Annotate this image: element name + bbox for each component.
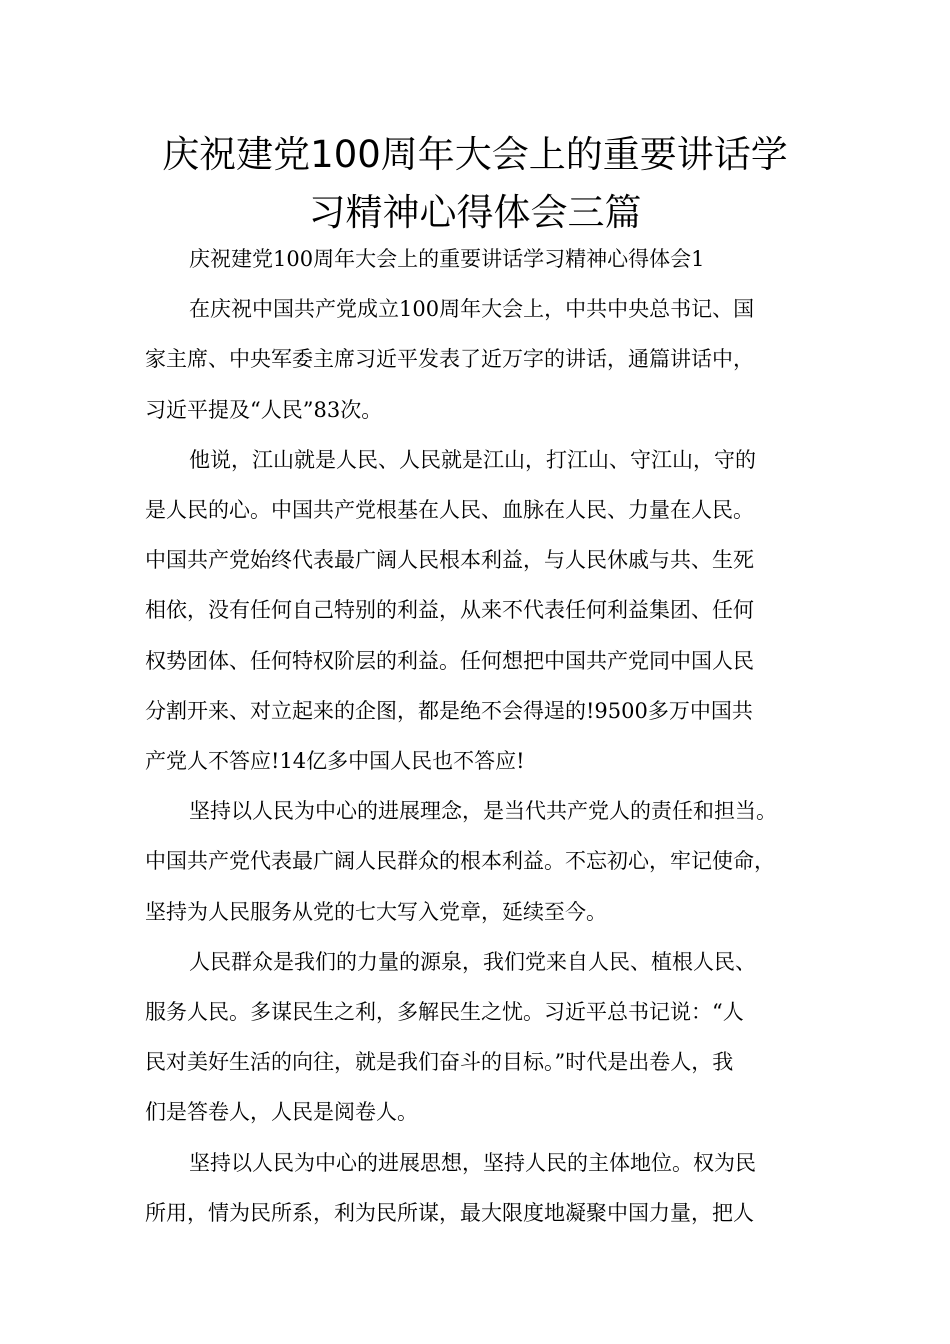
text-line: 他说，江山就是人民、人民就是江山，打江山、守江山，守的 [189, 447, 756, 472]
paragraph-2 [145, 435, 813, 786]
paragraph-1 [145, 284, 813, 435]
text-line: 人民群众是我们的力量的源泉，我们党来自人民、植根人民、 [189, 949, 756, 974]
text-line: 坚持为人民服务从党的七大写入党章，延续至今。 [145, 899, 607, 924]
title-line-2: 习精神心得体会三篇 [308, 191, 642, 234]
text-line: 习近平提及“人民”83次。 [145, 397, 383, 422]
section-heading: 庆祝建党100周年大会上的重要讲话学习精神心得体会1 [189, 247, 705, 271]
text-line: 分割开来、对立起来的企图，都是绝不会得逞的!9500多万中国共 [145, 698, 753, 723]
text-line: 坚持以人民为中心的进展理念，是当代共产党人的责任和担当。 [189, 799, 777, 824]
text-line: 权势团体、任何特权阶层的利益。任何想把中国共产党同中国人民 [145, 648, 754, 673]
paragraph-5 [145, 1138, 813, 1238]
text-line: 中国共产党始终代表最广阔人民根本利益，与人民休戚与共、生死 [145, 548, 754, 573]
text-line: 所用，情为民所系，利为民所谋，最大限度地凝聚中国力量，把人 [145, 1200, 754, 1225]
text-line: 们是答卷人，人民是阅卷人。 [145, 1100, 418, 1125]
paragraph-3 [145, 786, 813, 937]
title-line-1: 庆祝建党100周年大会上的重要讲话学 [162, 133, 788, 176]
text-line: 中国共产党代表最广阔人民群众的根本利益。不忘初心，牢记使命， [145, 849, 775, 874]
text-line: 坚持以人民为中心的进展思想，坚持人民的主体地位。权为民 [189, 1150, 756, 1175]
text-line: 家主席、中央军委主席习近平发表了近万字的讲话，通篇讲话中， [145, 347, 754, 372]
text-line: 在庆祝中国共产党成立100周年大会上，中共中央总书记、国 [189, 297, 755, 322]
text-line: 民对美好生活的向往，就是我们奋斗的目标。”时代是出卷人，我 [145, 1050, 734, 1075]
text-line: 是人民的心。中国共产党根基在人民、血脉在人民、力量在人民。 [145, 498, 754, 523]
document-body [145, 234, 813, 1238]
document-title [100, 126, 850, 242]
text-line: 相依，没有任何自己特别的利益，从来不代表任何利益集团、任何 [145, 598, 754, 623]
text-line: 产党人不答应!14亿多中国人民也不答应! [145, 749, 525, 774]
paragraph-4 [145, 937, 813, 1138]
text-line: 服务人民。多谋民生之利，多解民生之忧。习近平总书记说：“人 [145, 1000, 744, 1025]
